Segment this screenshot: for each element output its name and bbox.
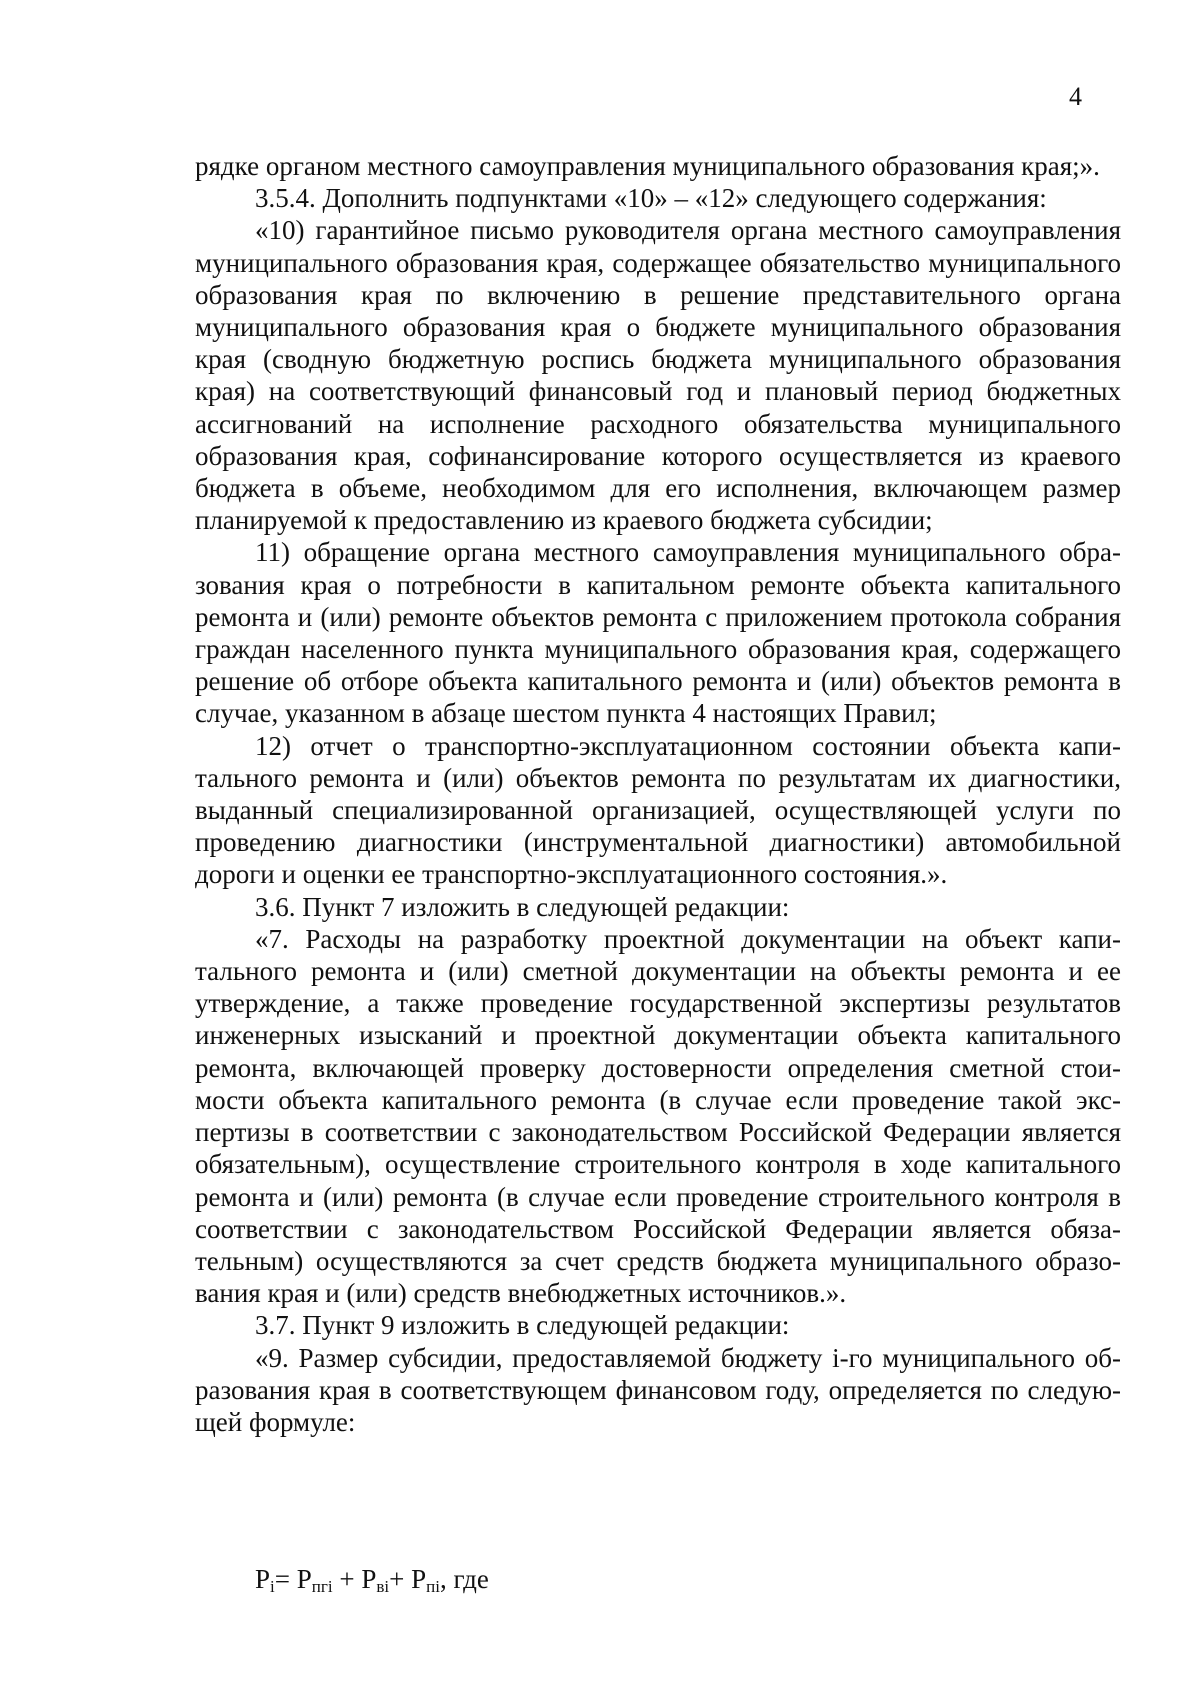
formula-operator: + <box>389 1564 412 1594</box>
formula-symbol: P <box>411 1564 427 1594</box>
page-number: 4 <box>1069 82 1082 111</box>
formula-symbol: P <box>255 1564 271 1594</box>
paragraph: 11) обращение органа местного самоуправления муниципального образования края о потребности в капитальном ремонте объекта капитального ремонта и (или) ремонте объектов ремонта с приложением протокола собрания граждан населенного пункта муниципального образования края, содержащего решение об отборе объекта капитального ремонта и (или) объектов ремонта в случае, указанном в абзаце шестом пункта 4 настоящих Правил; <box>195 537 1121 729</box>
formula-tail: , где <box>439 1564 489 1594</box>
formula-subscript: пгi <box>311 1577 333 1596</box>
formula-subscript: вi <box>376 1577 390 1596</box>
formula-symbol: P <box>296 1564 312 1594</box>
paragraph: «7. Расходы на разработку проектной документации на объект капитального ремонта и (или) сметной документации на объекты ремонта и ее утверждение, а также проведение государственной экспертизы результатов инженерных изысканий и проектной документации объекта капитального ремонта, включающей проверку достоверности определения сметной стоимости объекта капитального ремонта (в случае если проведение такой экспертизы в соответствии с законодательством Российской Федерации является обязательным), осуществление строительного контроля в ходе капитального ремонта и (или) ремонта (в случае если проведение строительного контроля в соответствии с законодательством Российской Федерации является обязательным) осуществляются за счет средств бюджета муниципального образования края и (или) средств внебюджетных источников.». <box>195 923 1121 1309</box>
formula-subscript: пi <box>426 1577 440 1596</box>
paragraph: рядке органом местного самоуправления муниципального образования края;». <box>195 151 1100 181</box>
paragraph: 3.7. Пункт 9 изложить в следующей редакции: <box>255 1310 790 1341</box>
formula-operator: = <box>274 1564 297 1594</box>
subsidy-formula <box>255 1563 489 1595</box>
document-body <box>195 150 1121 1438</box>
paragraph: «10) гарантийное письмо руководителя органа местного самоуправления муниципального образования края, содержащее обязательство муниципального образования края по включению в решение представительного органа муниципального образования края о бюджете муниципального образования края (сводную бюджетную роспись бюджета муниципального образования края) на соответствующий финансовый год и плановый период бюджетных ассигнований на исполнение расходного обязательства муниципального образования края, софинансирование которого осуществляется из краевого бюджета в объеме, необходимом для его исполнения, включающем размер планируемой к предоставлению из краевого бюджета субсидии; <box>195 215 1121 536</box>
paragraph: 3.6. Пункт 7 изложить в следующей редакции: <box>255 891 790 922</box>
paragraph: 12) отчет о транспортно-эксплуатационном состоянии объекта капитального ремонта и (или) объектов ремонта по результатам их диагностики, выданный специализированной организацией, осуществляющей услуги по проведению диагностики (инструментальной диагностики) автомобильной дороги и оценки ее транспортно-эксплуатационного состояния.». <box>195 730 1121 890</box>
formula-subscript: i <box>270 1577 275 1596</box>
formula-symbol: P <box>361 1564 377 1594</box>
paragraph: 3.5.4. Дополнить подпунктами «10» – «12» следующего содержания: <box>255 183 1047 214</box>
formula-operator: + <box>332 1564 362 1594</box>
paragraph: «9. Размер субсидии, предоставляемой бюджету i-го муниципального образования края в соответствующем финансовом году, определяется по следующей формуле: <box>195 1342 1121 1437</box>
